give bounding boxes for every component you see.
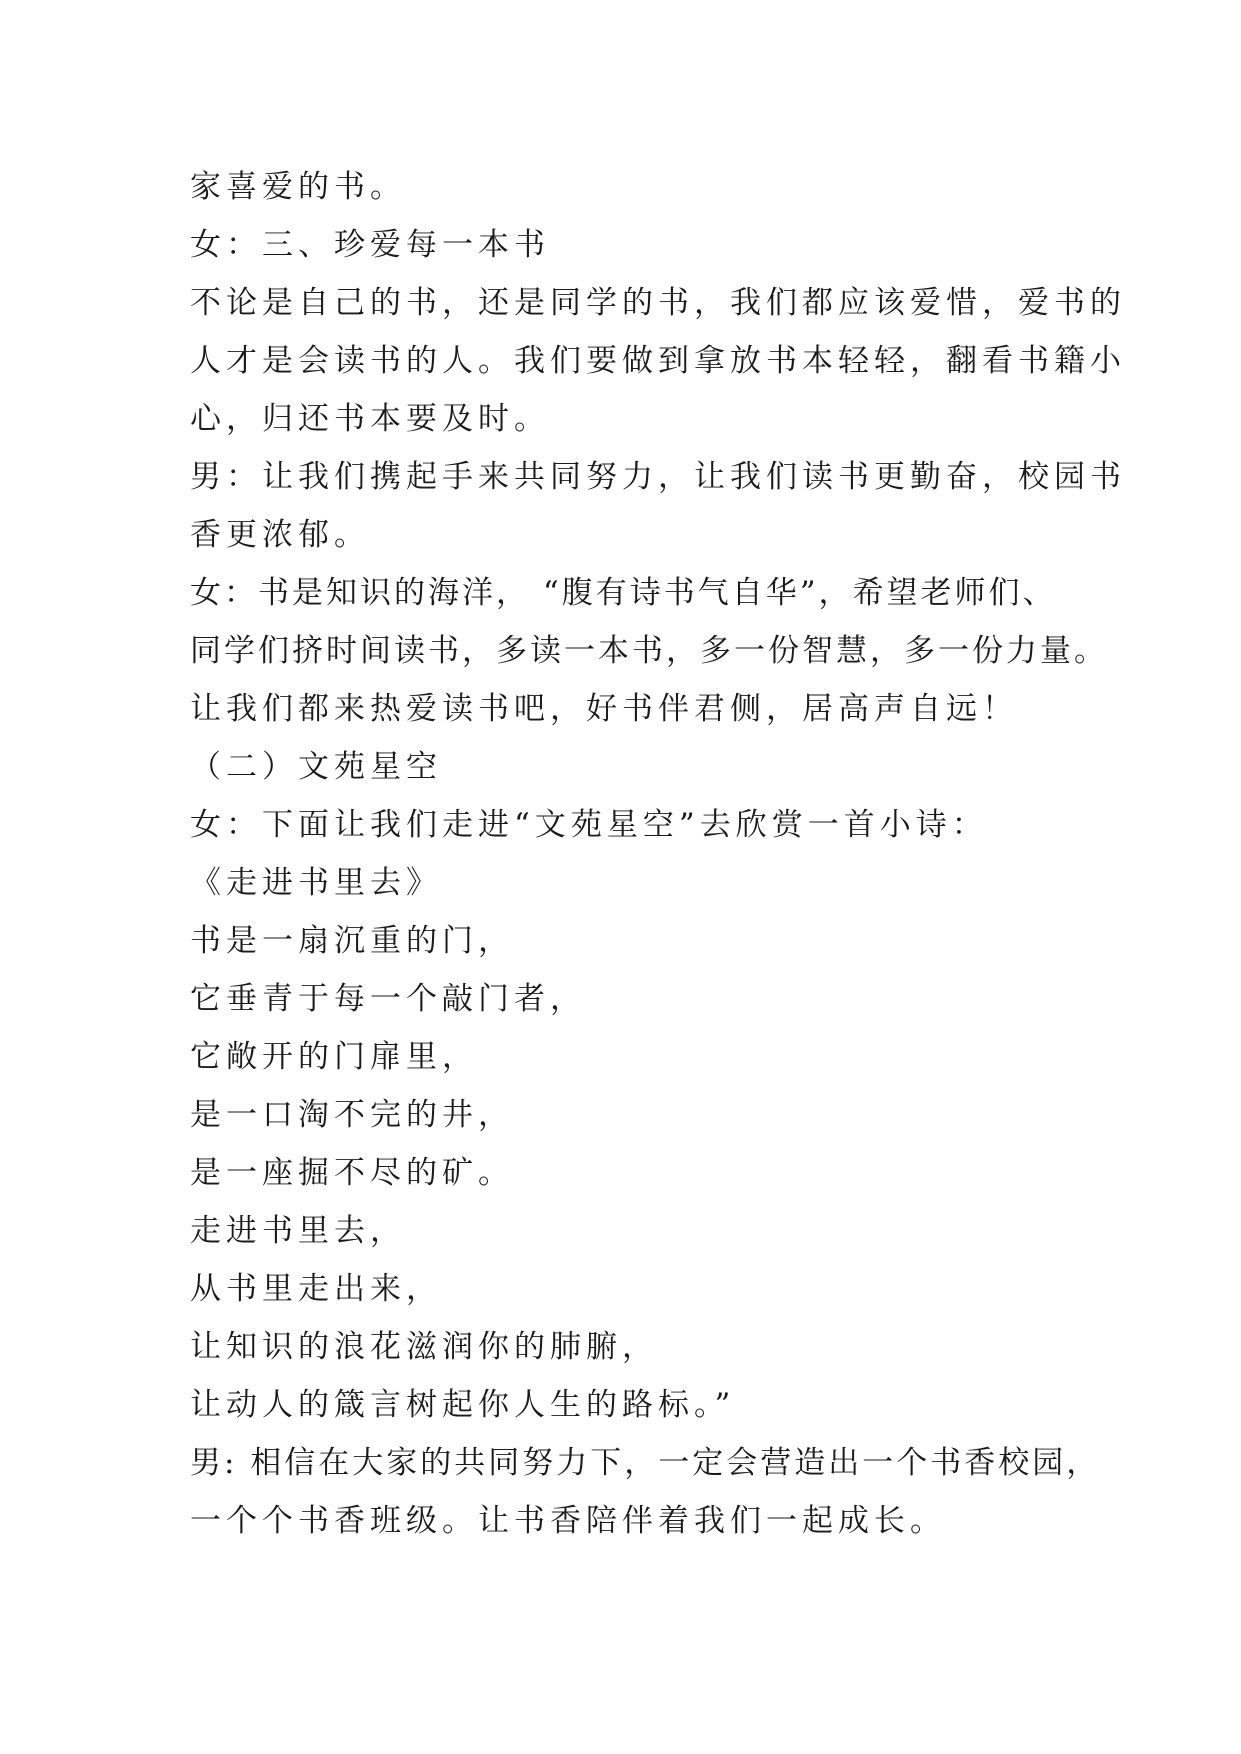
section-heading: 女：三、珍爱每一本书	[190, 227, 550, 263]
text-line: 人才是会读书的人。我们要做到拿放书本轻轻，翻看书籍小	[190, 343, 1126, 379]
poem-line: 从书里走出来，	[190, 1271, 442, 1307]
text-line: 一个个书香班级。让书香陪伴着我们一起成长。	[190, 1503, 946, 1539]
poem-line: 是一口淘不完的井，	[190, 1097, 514, 1133]
text-line: 女：书是知识的海洋， “腹有诗书气自华”，希望老师们、	[190, 575, 1057, 611]
text-line: 男: 相信在大家的共同努力下，一定会营造出一个书香校园，	[190, 1445, 1101, 1481]
poem-line: 它垂青于每一个敲门者，	[190, 981, 586, 1017]
text-line: 女：下面让我们走进“文苑星空”去欣赏一首小诗：	[190, 807, 988, 843]
poem-line: 书是一扇沉重的门，	[190, 923, 514, 959]
text-line: 男：让我们携起手来共同努力，让我们读书更勤奋，校园书	[190, 459, 1126, 495]
poem-line: 让知识的浪花滋润你的肺腑，	[190, 1329, 658, 1365]
poem-title: 《走进书里去》	[190, 865, 442, 901]
section-heading: （二）文苑星空	[190, 749, 442, 785]
text-line: 不论是自己的书，还是同学的书，我们都应该爱惜，爱书的	[190, 285, 1126, 321]
text-line: 同学们挤时间读书，多读一本书，多一份智慧，多一份力量。	[190, 633, 1108, 669]
poem-line: 让动人的箴言树起你人生的路标。”	[190, 1387, 736, 1423]
poem-line: 是一座掘不尽的矿。	[190, 1155, 514, 1191]
poem-line: 走进书里去，	[190, 1213, 406, 1249]
text-line: 香更浓郁。	[190, 517, 370, 553]
poem-line: 它敞开的门扉里，	[190, 1039, 478, 1075]
text-line: 让我们都来热爱读书吧，好书伴君侧，居高声自远！	[190, 691, 1018, 727]
text-line: 心，归还书本要及时。	[190, 401, 550, 437]
document-body	[190, 158, 1126, 1550]
text-line: 家喜爱的书。	[190, 169, 406, 205]
